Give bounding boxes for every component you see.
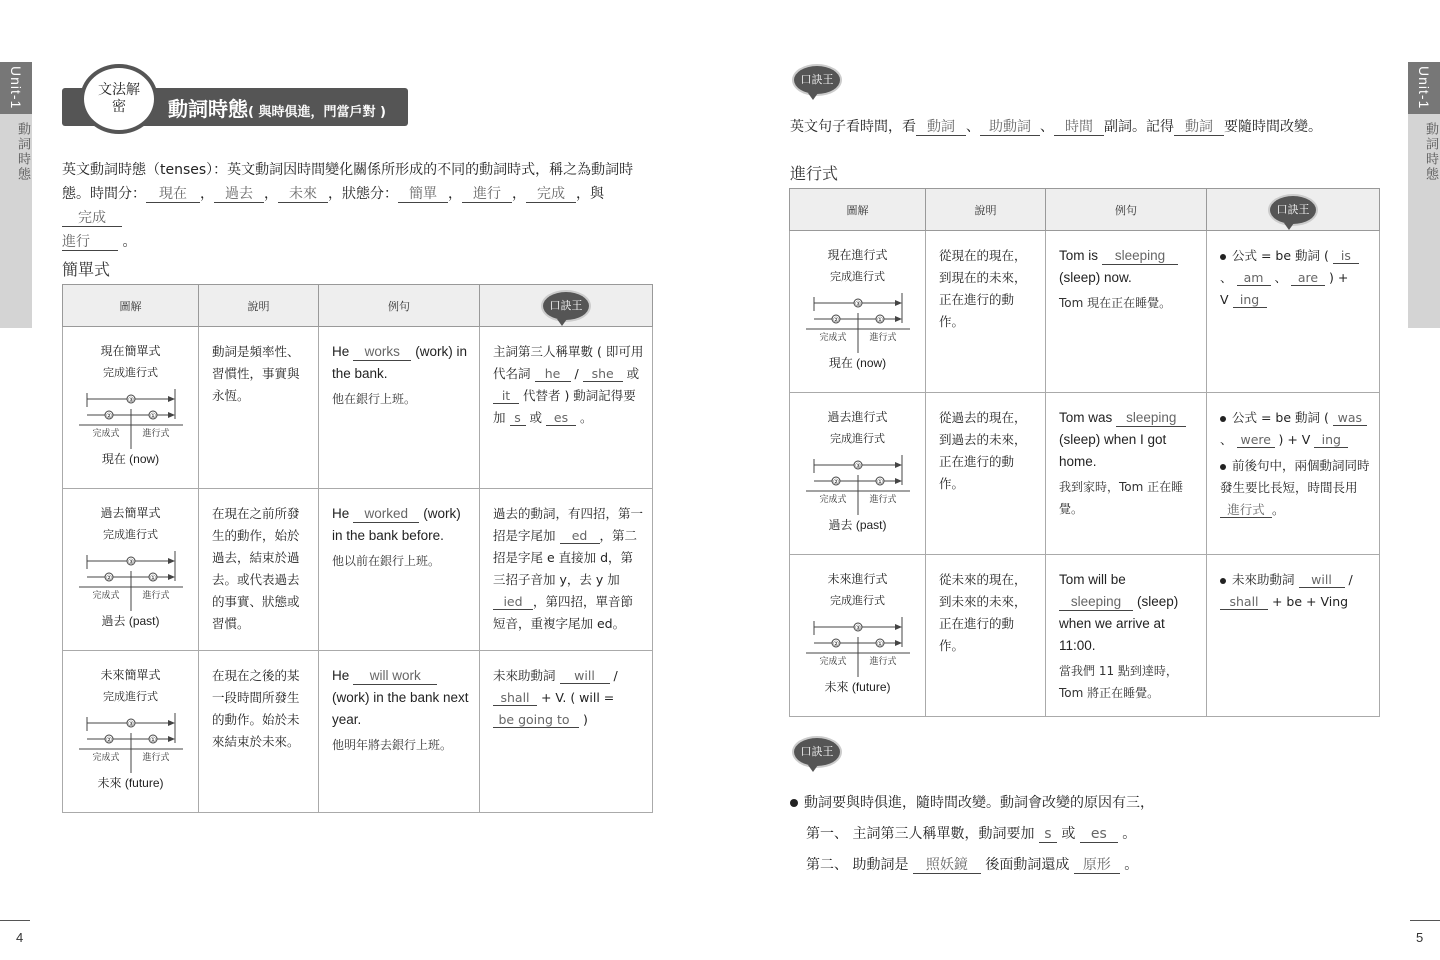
banner-badge: 文法解密 [80,64,158,134]
table-row [63,651,653,813]
example-blank: sleeping [1059,594,1133,611]
intro-text: 態。時間分： [62,186,146,202]
tip-blank: he [535,367,571,382]
col-header-example: 例句 [319,285,480,327]
unit-label: Unit-1 [0,62,32,114]
progressive-tense-table [789,188,1380,717]
tense-sub: 完成進行式 [103,366,158,379]
rule-text: 第二、 助動詞是 [806,857,909,873]
tip-badge: 口訣王 [543,292,589,320]
tense-sub: 完成進行式 [103,690,158,703]
rule-second [790,850,1390,881]
blank-progressive: 進行 [462,186,512,203]
tense-sub: 完成進行式 [103,528,158,541]
diagram-cell [790,231,926,393]
time-label: 現在 (now) [101,452,160,466]
rule-text: 後面動詞還成 [985,857,1070,873]
tip-text: 未來助動詞 [1232,572,1295,587]
timeline-label-progressive: 進行式 [868,333,897,343]
time-label: 過去 (past) [828,518,887,532]
bullet-icon [1220,464,1226,470]
tip-text: ) + V [1278,432,1311,447]
tip-blank: will [1299,573,1345,588]
tip-cell [1207,393,1380,555]
rhyme-badge-2 [794,738,840,766]
desc-cell: 從現在的現在，到現在的未來，正在進行的動作。 [926,231,1046,393]
tip-text: 過去的動詞，有四招，第一招是字尾加 [493,506,644,543]
intro-line1: 英文動詞時態（tenses）：英文動詞因時間變化關係所形成的不同的動詞時式，稱之為動詞時 [62,162,634,178]
rhyme-blank: 動詞 [916,119,966,136]
example-translation: 他在銀行上班。 [332,392,417,406]
example-text: Tom is [1059,248,1099,263]
side-tab-left [0,62,32,328]
example-translation: 我到家時，Tom 正在睡覺。 [1059,480,1184,516]
rule-text: 動詞要與時俱進，隨時間改變。動詞會改變的原因有三， [804,795,1154,811]
bullet-icon [1220,416,1226,422]
table-row [790,231,1380,393]
timeline-marker-1: ① [149,574,156,582]
tip-blank: was [1333,411,1367,426]
col-header-diagram: 圖解 [63,285,199,327]
timeline-marker-2: ② [832,316,839,324]
example-blank: works [353,344,411,361]
title-text: 動詞時態 [168,97,248,121]
bullet-icon [1220,254,1226,260]
diagram-cell [63,489,199,651]
example-blank: sleeping [1102,248,1178,265]
timeline-label-perfect: 完成式 [818,495,847,505]
page-rule-left [0,920,30,921]
intro-paragraph [62,158,654,254]
tip-blank: it [493,389,519,404]
tense-name: 未來簡單式 [100,668,161,682]
col-header-example: 例句 [1046,189,1207,231]
tip-blank: 進行式 [1220,503,1272,518]
timeline-marker-3: ③ [854,462,861,470]
example-text: (work) in the bank before. [332,506,461,543]
section-heading-progressive: 進行式 [790,164,839,183]
rhyme-text: 英文句子看時間，看 [790,119,916,135]
desc-cell: 從過去的現在，到過去的未來，正在進行的動作。 [926,393,1046,555]
example-text: (work) in the bank. [332,344,467,381]
rule-blank: es [1080,826,1118,843]
rule-blank: 照妖鏡 [913,857,981,874]
tip-blank: ied [493,595,533,610]
intro-line2: 態。時間分： 現在 ， 過去 ， 未來 ，狀態分： 簡單 ， 進行 ， 完成 ，與完成 [62,186,604,226]
example-cell [319,651,480,813]
rhyme-text: 要隨時間改變。 [1224,119,1322,135]
tip-blank: ed [560,529,600,544]
rule-text: 第一、 主詞第三人稱單數，動詞要加 [806,826,1035,842]
col-header-desc: 說明 [926,189,1046,231]
rule-point [790,788,1390,819]
timeline-label-progressive: 進行式 [141,429,170,439]
tense-name: 過去進行式 [827,410,888,424]
rhyme-badge [794,66,840,94]
tip-text: 、 [1274,270,1287,285]
timeline-marker-3: ③ [127,396,134,404]
example-cell [319,489,480,651]
tense-name: 過去簡單式 [100,506,161,520]
tip-text: 主詞第三人稱單數 ( 即可用代名詞 [493,344,644,381]
timeline-label-perfect: 完成式 [91,591,120,601]
tip-text: 前後句中，兩個動詞同時發生要比長短，時間長用 [1220,458,1370,495]
timeline-marker-1: ① [876,478,883,486]
page-rule-right [1410,920,1440,921]
timeline-marker-1: ① [149,412,156,420]
timeline-marker-1: ① [149,736,156,744]
tip-second-point [1220,455,1371,521]
col-header-tip [480,285,653,327]
tip-text: 代替者 ) 動詞記得要加 [493,388,636,425]
tip-text: 。 [579,410,593,425]
tense-sub: 完成進行式 [830,594,885,607]
timeline-diagram [79,385,183,449]
rhyme-text: 副詞。記得 [1104,119,1174,135]
rhyme-blank: 動詞 [1174,119,1224,136]
tip-badge: 口訣王 [1270,196,1316,224]
tip-text: ) + [1328,270,1349,285]
desc-cell: 從未來的現在，到未來的未來，正在進行的動作。 [926,555,1046,717]
tip-text: 或 [626,366,640,381]
tip-text: / [613,668,618,683]
tip-text: + be + Ving [1271,594,1349,609]
tip-text: 、 [1220,270,1233,285]
timeline-diagram [806,289,910,353]
tip-blank: shall [1220,595,1268,610]
diagram-cell [790,393,926,555]
tense-name: 現在進行式 [827,248,888,262]
time-label: 未來 (future) [824,680,891,694]
example-translation: 他明年將去銀行上班。 [332,738,453,752]
rule-text: 或 [1061,826,1076,842]
tip-cell [480,651,653,813]
example-cell [1046,393,1207,555]
tense-name: 未來進行式 [827,572,888,586]
diagram-cell [790,555,926,717]
example-text: (work) in the bank next year. [332,690,469,727]
tip-cell: 主詞第三人稱單數 ( 即可用代名詞 he / she 或 it 代替者 ) 動詞記得要加 s 或 es 。 [480,327,653,489]
time-label: 未來 (future) [97,776,164,790]
timeline-marker-3: ③ [127,720,134,728]
example-cell [1046,555,1207,717]
timeline-marker-1: ① [876,316,883,324]
tip-text: 或 [529,410,542,425]
timeline-label-progressive: 進行式 [868,495,897,505]
timeline-marker-1: ① [876,640,883,648]
table-row [790,393,1380,555]
simple-tense-table [62,284,653,813]
blank-simple: 簡單 [398,186,448,203]
rhyme-line: 英文句子看時間，看 動詞 、 助動詞 、 時間 副詞。記得 動詞 要隨時間改變。 [790,119,1322,135]
tip-blank: are [1291,271,1325,286]
tip-blank: s [510,411,526,426]
badge-label: 口訣王 [794,738,840,766]
tip-cell [480,489,653,651]
timeline-marker-2: ② [105,736,112,744]
rhyme-blank: 時間 [1054,119,1104,136]
blank-past: 過去 [214,186,264,203]
side-tab-right [1408,62,1440,328]
time-label: 過去 (past) [101,614,160,628]
tip-cell [1207,231,1380,393]
example-blank: worked [353,506,419,523]
timeline-marker-3: ③ [854,624,861,632]
tip-blank: ing [1314,433,1348,448]
example-text: Tom was [1059,410,1113,425]
example-text: He [332,668,350,683]
topic-label: 動詞時態 [1423,122,1438,182]
example-text: He [332,344,350,359]
timeline-label-perfect: 完成式 [818,333,847,343]
blank-progressive2: 進行 [62,234,118,251]
example-translation: 他以前在銀行上班。 [332,554,441,568]
page-number-left: 4 [16,930,24,945]
tip-blank: am [1237,271,1271,286]
title-subtitle: ( 與時俱進，門當戶對 ) [248,105,386,120]
rule-text: 。 [1124,857,1139,873]
desc-cell: 動詞是頻率性、習慣性，事實與永恆。 [199,327,319,489]
example-cell [319,327,480,489]
tip-blank: ing [1233,293,1267,308]
tip-text: 、 [1220,432,1233,447]
timeline-marker-2: ② [832,640,839,648]
example-text: Tom will be [1059,572,1126,587]
tip-text: 公式 = be 動詞 ( [1232,410,1329,425]
timeline-marker-3: ③ [854,300,861,308]
topic-label: 動詞時態 [15,122,30,182]
tip-blank: she [583,367,623,382]
timeline-diagram [806,451,910,515]
tip-text: ) [582,712,588,727]
tip-text: 。 [1272,502,1285,517]
tip-cell [1207,555,1380,717]
tip-text: + V. ( will = [540,690,615,705]
timeline-diagram [806,613,910,677]
rule-blank: s [1039,826,1057,843]
example-text: (sleep) when we arrive at 11:00. [1059,594,1179,653]
tip-blank: es [546,411,576,426]
desc-cell: 在現在之前所發生的動作，始於過去，結束於過去。或代表過去的事實、狀態或習慣。 [199,489,319,651]
rule-blank: 原形 [1074,857,1120,874]
timeline-marker-2: ② [105,412,112,420]
col-header-desc: 說明 [199,285,319,327]
intro-text: ，狀態分： [328,186,398,202]
unit-label: Unit-1 [1408,62,1440,114]
tip-text: 未來助動詞 [493,668,556,683]
blank-present: 現在 [146,186,200,203]
rule-block [790,788,1390,881]
example-text: He [332,506,350,521]
page-number-right: 5 [1416,930,1424,945]
page-title [168,93,386,122]
diagram-cell [63,327,199,489]
example-text: (sleep) now. [1059,270,1132,285]
timeline-diagram [79,547,183,611]
intro-text: ，與 [576,186,604,202]
tense-sub: 完成進行式 [830,270,885,283]
example-cell [1046,231,1207,393]
example-translation: Tom 現在正在睡覺。 [1059,296,1172,310]
intro-line3: 進行 。 [62,234,137,250]
rule-text: 。 [1122,826,1137,842]
timeline-label-progressive: 進行式 [868,657,897,667]
tip-text: ，第四招，單音節短音，重複字尾加 ed。 [493,594,634,631]
section-heading-simple: 簡單式 [62,260,111,279]
timeline-label-progressive: 進行式 [141,591,170,601]
col-header-tip [1207,189,1380,231]
table-row [63,489,653,651]
tense-name: 現在簡單式 [100,344,161,358]
table-row [790,555,1380,717]
timeline-label-perfect: 完成式 [91,753,120,763]
example-blank: sleeping [1116,410,1186,427]
tip-blank: be going to [493,713,579,728]
tip-text: ，第二招是字尾 e 直接加 d，第三招子音加 y，去 y 加 [493,528,638,587]
tip-text: 公式 = be 動詞 ( [1232,248,1329,263]
example-blank: will work [353,668,437,685]
rule-first [790,819,1390,850]
tip-blank: shall [493,691,537,706]
diagram-cell [63,651,199,813]
example-translation: 當我們 11 點到達時，Tom 將正在睡覺。 [1059,664,1178,700]
tense-sub: 完成進行式 [830,432,885,445]
timeline-marker-3: ③ [127,558,134,566]
blank-future: 未來 [278,186,328,203]
timeline-marker-2: ② [832,478,839,486]
bullet-icon [790,799,798,807]
example-text: (sleep) when I got home. [1059,432,1167,469]
table-row [63,327,653,489]
col-header-diagram: 圖解 [790,189,926,231]
blank-perfect2: 完成 [62,210,122,227]
tip-text: / [1348,572,1353,587]
timeline-label-perfect: 完成式 [91,429,120,439]
time-label: 現在 (now) [828,356,887,370]
timeline-marker-2: ② [105,574,112,582]
tip-blank: were [1237,433,1275,448]
desc-cell: 在現在之後的某一段時間所發生的動作。始於未來結束於未來。 [199,651,319,813]
tip-blank: will [560,669,610,684]
tip-text: V [1220,292,1229,307]
badge-label: 口訣王 [794,66,840,94]
rhyme-blank: 助動詞 [980,119,1040,136]
timeline-diagram [79,709,183,773]
timeline-label-progressive: 進行式 [141,753,170,763]
bullet-icon [1220,578,1226,584]
tip-blank: is [1333,249,1359,264]
blank-perfect: 完成 [526,186,576,203]
timeline-label-perfect: 完成式 [818,657,847,667]
